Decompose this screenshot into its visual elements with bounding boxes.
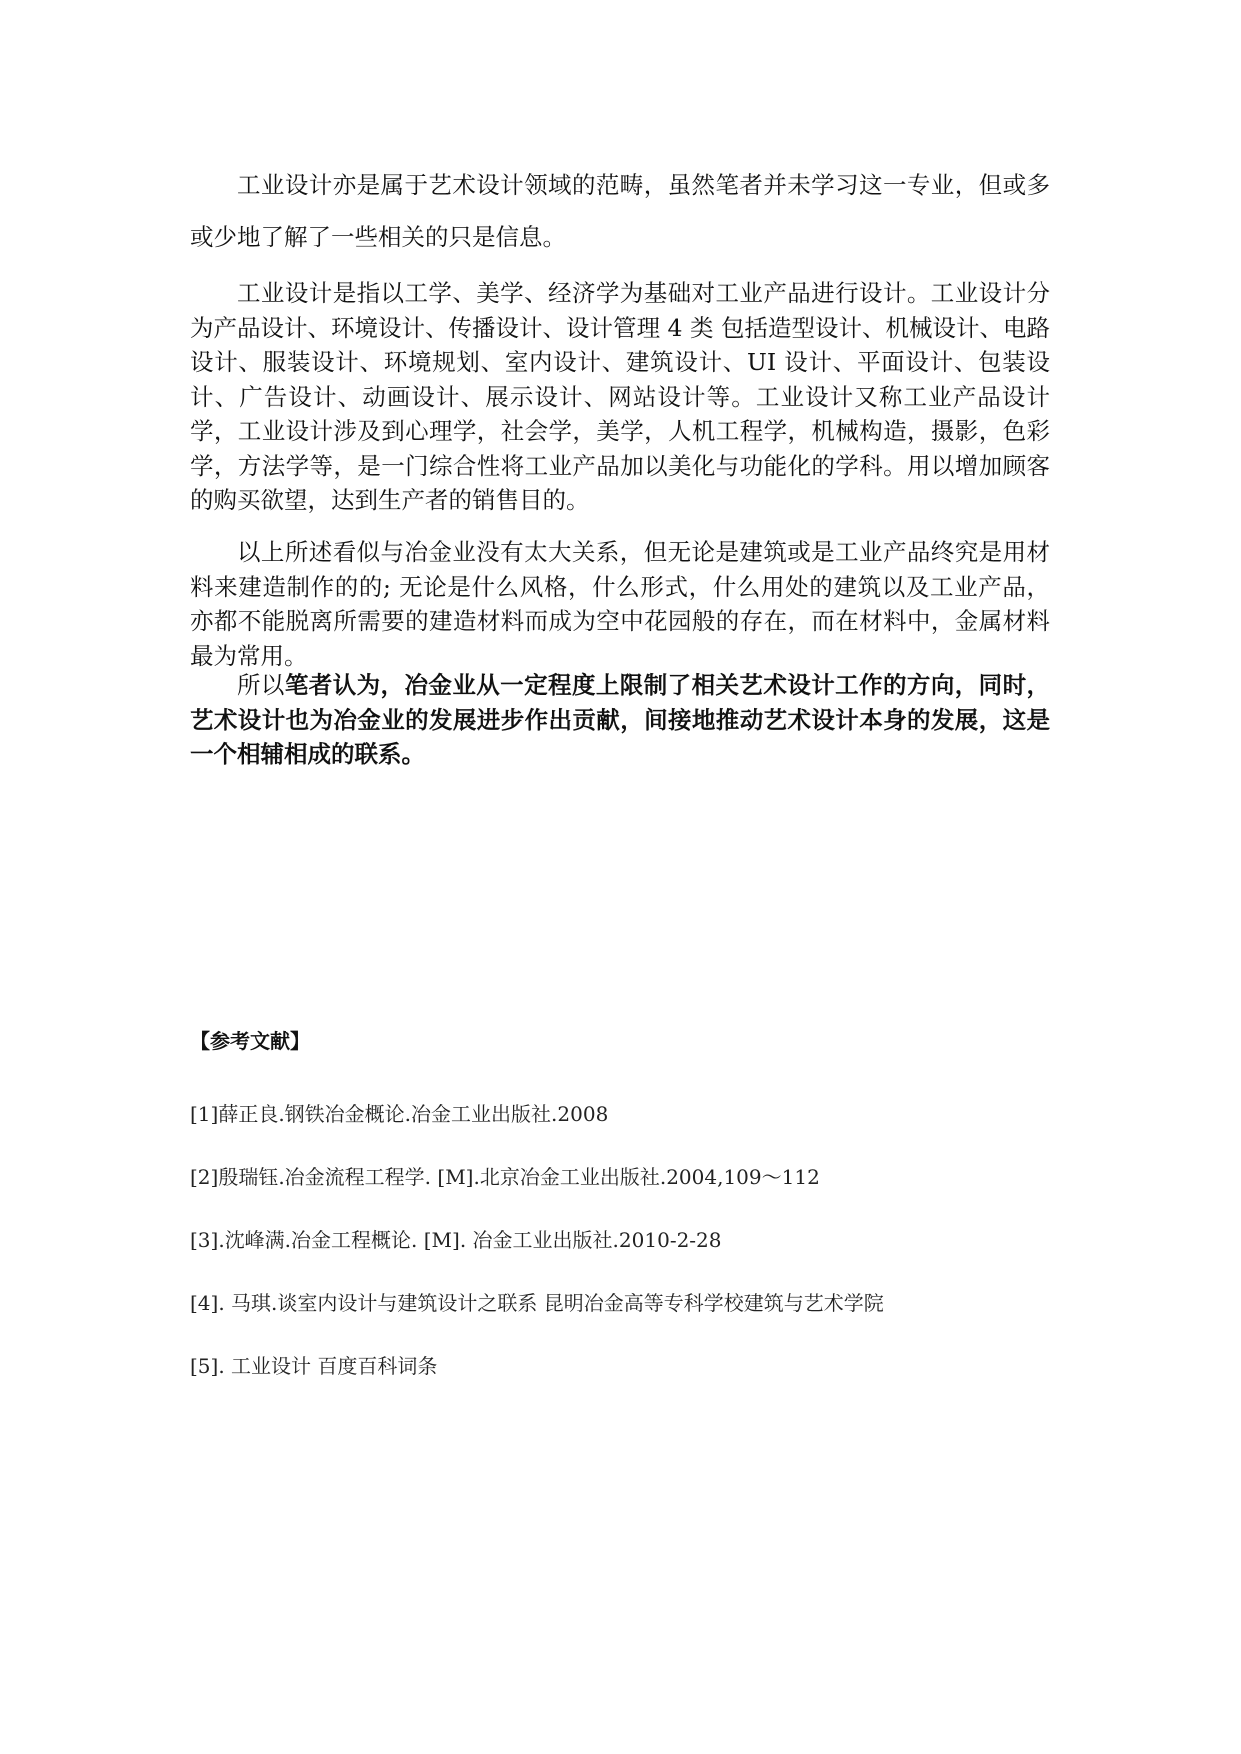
reference-item: [2]殷瑞钰.冶金流程工程学. [M].北京冶金工业出版社.2004,109～112 [190,1165,820,1189]
paragraph-intro: 工业设计亦是属于艺术设计领域的范畴，虽然笔者并未学习这一专业，但或多或少地了解了一些相关的只是信息。 [190,171,1050,251]
reference-item: [1]薛正良.钢铁冶金概论.冶金工业出版社.2008 [190,1102,609,1126]
reference-item: [3].沈峰满.冶金工程概论. [M]. 冶金工业出版社.2010-2-28 [190,1228,722,1252]
paragraph-materials: 以上所述看似与冶金业没有太大关系，但无论是建筑或是工业产品终究是用材料来建造制作的的; 无论是什么风格，什么形式，什么用处的建筑以及工业产品，亦都不能脱离所需要的建造材料而成为空中花园般的存在，而在材料中，金属材料最为常用。 [190,538,1050,670]
conclusion-bold-text: 笔者认为，冶金业从一定程度上限制了相关艺术设计工作的方向，同时，艺术设计也为冶金业的发展进步作出贡献，间接地推动艺术设计本身的发展，这是一个相辅相成的联系。 [190,671,1051,768]
references-heading: 【参考文献】 [190,1029,310,1053]
paragraph-conclusion [190,668,1050,772]
reference-item: [4]. 马琪.谈室内设计与建筑设计之联系 昆明冶金高等专科学校建筑与艺术学院 [190,1291,884,1315]
paragraph-industrial-design: 工业设计是指以工学、美学、经济学为基础对工业产品进行设计。工业设计分为产品设计、环境设计、传播设计、设计管理 4 类 包括造型设计、机械设计、电路设计、服装设计、环境规划、室内设计、建筑设计、UI 设计、平面设计、包装设计、广告设计、动画设计、展示设计、网站设计等。工业设计又称工业产品设计学，工业设计涉及到心理学，社会学，美学，人机工程学，机械构造，摄影，色彩学，方法学等，是一门综合性将工业产品加以美化与功能化的学科。用以增加顾客的购买欲望，达到生产者的销售目的。 [190,279,1050,514]
reference-item: [5]. 工业设计 百度百科词条 [190,1354,438,1378]
conclusion-prefix: 所以 [237,671,285,699]
